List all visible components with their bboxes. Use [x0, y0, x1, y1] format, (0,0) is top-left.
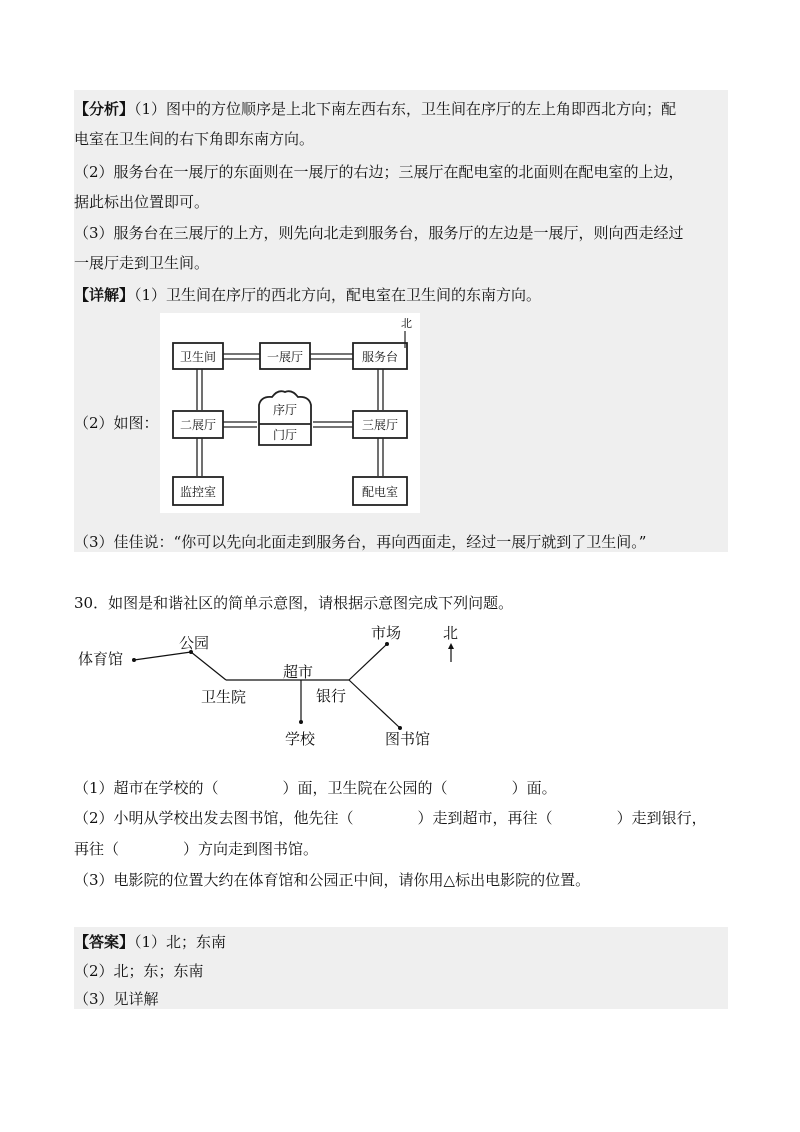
- detail-line-1: [74, 285, 734, 305]
- room-monitor: 监控室: [179, 485, 217, 499]
- room-service: 服务台: [361, 350, 399, 364]
- north-arrow-icon: [448, 643, 454, 662]
- community-map-north-label: 北: [443, 624, 459, 642]
- q2-part-d: 再往（: [74, 840, 120, 858]
- q1-part-a: （1）超市在学校的（: [74, 779, 219, 797]
- place-gym: 体育馆: [78, 650, 124, 668]
- place-library: 图书馆: [385, 730, 431, 748]
- detail-p2-label: （2）如图：: [74, 414, 159, 432]
- analysis-p1-line1: （1）图中的方位顺序是上北下南左西右东，卫生间在序厅的左上角即西北方向；配: [134, 100, 677, 118]
- room-hall1: 一展厅: [266, 350, 304, 364]
- answer-a1: （1）北；东南: [134, 933, 227, 951]
- question30-title: 30．如图是和谐社区的简单示意图，请根据示意图完成下列问题。: [74, 594, 514, 612]
- q2-part-b: ）走到超市，再往（: [417, 809, 553, 827]
- analysis-p2-line1: （2）服务台在一展厅的东面则在一展厅的右边；三展厅在配电室的北面则在配电室的上边，: [74, 163, 684, 181]
- question30-q2-line1: [74, 808, 734, 828]
- place-bank: 银行: [316, 687, 347, 705]
- analysis-tag: 【分析】: [74, 100, 135, 118]
- analysis-p2-line2: 据此标出位置即可。: [74, 193, 210, 211]
- room-power: 配电室: [361, 485, 399, 499]
- question30-q3: （3）电影院的位置大约在体育馆和公园正中间，请你用△标出电影院的位置。: [74, 871, 591, 889]
- room-hall2: 二展厅: [179, 418, 217, 432]
- q1-part-b: ）面，卫生院在公园的（: [282, 779, 448, 797]
- q2-part-e: ）方向走到图书馆。: [183, 840, 319, 858]
- room-hall3: 三展厅: [361, 418, 399, 432]
- question30-q1: [74, 778, 734, 798]
- answer-line-1: [74, 932, 734, 952]
- detail-tag: 【详解】: [74, 286, 135, 304]
- question30-q2-line2: [74, 839, 734, 859]
- place-school: 学校: [285, 730, 316, 748]
- hall-map-north-label: 北: [401, 317, 412, 330]
- room-toilet: 卫生间: [179, 350, 217, 364]
- answer-a2: （2）北；东；东南: [74, 962, 204, 980]
- analysis-line-1: [74, 99, 734, 119]
- answer-a3: （3）见详解: [74, 990, 159, 1008]
- detail-p1: （1）卫生间在序厅的西北方向，配电室在卫生间的东南方向。: [134, 286, 542, 304]
- place-supermarket: 超市: [283, 663, 314, 681]
- q2-part-a: （2）小明从学校出发去图书馆，他先往（: [74, 809, 354, 827]
- room-lobby-bottom: 门厅: [272, 428, 298, 442]
- place-market: 市场: [371, 624, 402, 642]
- analysis-p3-line1: （3）服务台在三展厅的上方，则先向北走到服务台，服务厅的左边是一展厅，则向西走经过: [74, 224, 684, 242]
- analysis-p1-line2: 电室在卫生间的右下角即东南方向。: [74, 130, 315, 148]
- place-clinic: 卫生院: [201, 688, 247, 706]
- room-lobby-top: 序厅: [272, 403, 298, 417]
- q2-part-c: ）走到银行，: [616, 809, 707, 827]
- hall-map-diagram: [160, 313, 420, 513]
- analysis-p3-line2: 一展厅走到卫生间。: [74, 254, 210, 272]
- q1-part-c: ）面。: [511, 779, 557, 797]
- community-map: [74, 618, 474, 758]
- community-map-roads: [134, 644, 400, 728]
- place-park: 公园: [179, 634, 210, 652]
- detail-p3: （3）佳佳说：“你可以先向北面走到服务台，再向西面走，经过一展厅就到了卫生间。”: [74, 533, 647, 551]
- answer-tag: 【答案】: [74, 933, 135, 951]
